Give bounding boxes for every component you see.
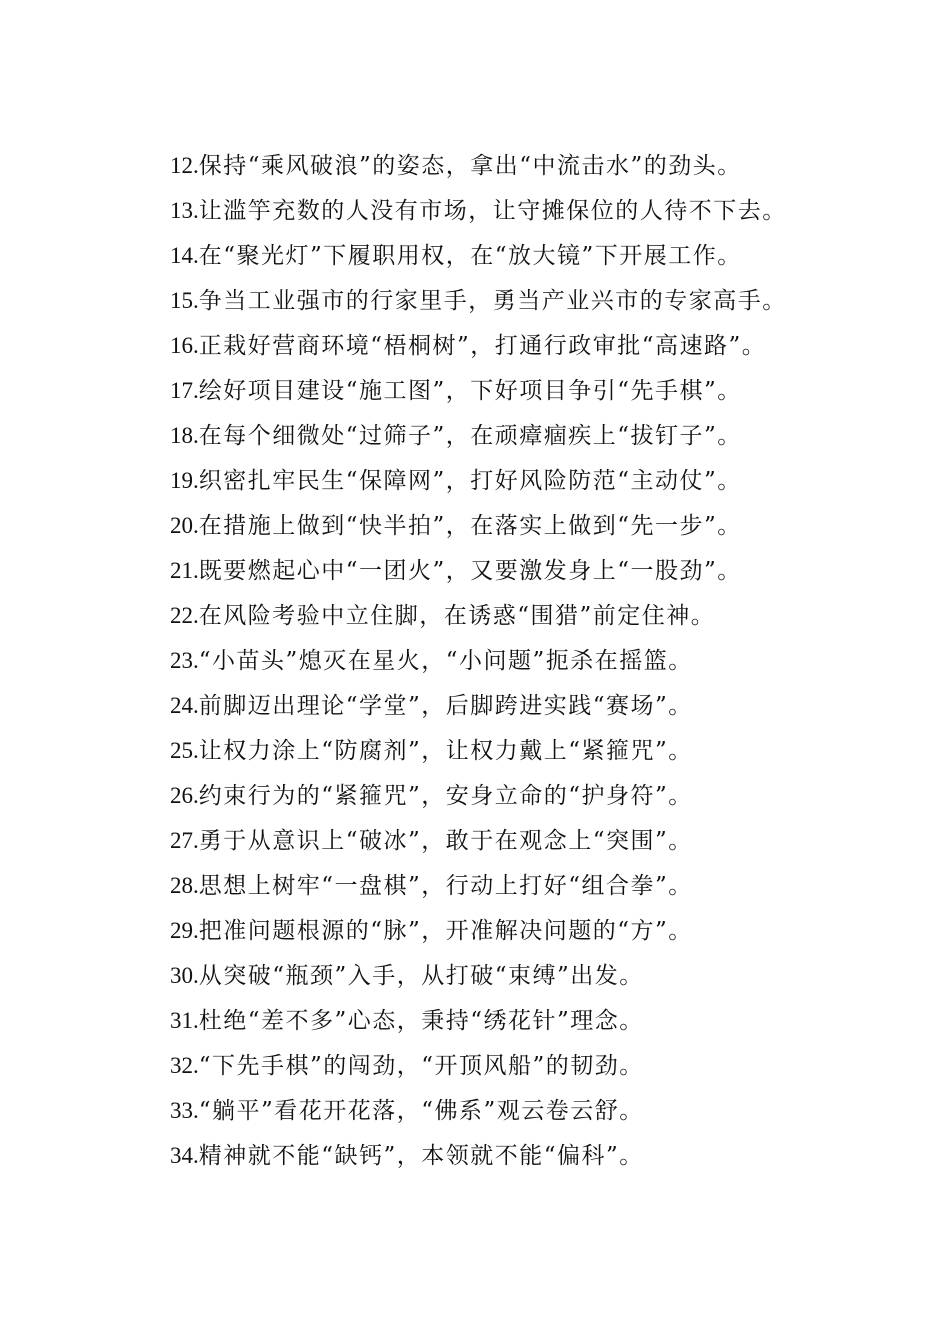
list-item <box>170 638 930 683</box>
item-number: 24. <box>170 693 199 718</box>
item-number: 16. <box>170 333 199 358</box>
item-text: 从突破“瓶颈”入手，从打破“束缚”出发。 <box>198 963 644 989</box>
item-number: 34. <box>170 1143 199 1168</box>
list-item <box>170 728 930 773</box>
list-item <box>170 1088 930 1133</box>
item-text: 让滥竽充数的人没有市场，让守摊保位的人待不下去。 <box>198 198 787 224</box>
item-number: 20. <box>170 513 199 538</box>
item-number: 13. <box>170 198 199 223</box>
list-item <box>170 1133 930 1178</box>
list-item <box>170 323 930 368</box>
list-item <box>170 1043 930 1088</box>
item-text: 在“聚光灯”下履职用权，在“放大镜”下开展工作。 <box>198 243 742 269</box>
item-text: 织密扎牢民生“保障网”，打好风险防范“主动仗”。 <box>198 468 742 494</box>
item-text: 在每个细微处“过筛子”，在顽瘴痼疾上“拔钉子”。 <box>198 423 742 449</box>
item-number: 26. <box>170 783 199 808</box>
item-text: 精神就不能“缺钙”，本领就不能“偏科”。 <box>198 1143 644 1169</box>
list-item <box>170 503 930 548</box>
list-item <box>170 413 930 458</box>
item-number: 23. <box>170 648 199 673</box>
item-number: 30. <box>170 963 199 988</box>
item-number: 21. <box>170 558 199 583</box>
item-text: 绘好项目建设“施工图”，下好项目争引“先手棋”。 <box>198 378 742 404</box>
list-item <box>170 953 930 998</box>
list-item <box>170 458 930 503</box>
item-number: 18. <box>170 423 199 448</box>
item-text: 在措施上做到“快半拍”，在落实上做到“先一步”。 <box>198 513 742 539</box>
item-text: 在风险考验中立住脚，在诱惑“围猎”前定住神。 <box>198 603 716 629</box>
item-number: 12. <box>170 153 199 178</box>
item-number: 17. <box>170 378 199 403</box>
item-number: 31. <box>170 1008 199 1033</box>
item-text: “躺平”看花开花落，“佛系”观云卷云舒。 <box>198 1098 644 1124</box>
item-text: 杜绝“差不多”心态，秉持“绣花针”理念。 <box>198 1008 644 1034</box>
list-item <box>170 908 930 953</box>
slogan-list <box>170 143 930 1178</box>
item-number: 15. <box>170 288 199 313</box>
item-number: 29. <box>170 918 199 943</box>
item-number: 32. <box>170 1053 199 1078</box>
item-number: 22. <box>170 603 199 628</box>
list-item <box>170 818 930 863</box>
list-item <box>170 368 930 413</box>
list-item <box>170 683 930 728</box>
list-item <box>170 998 930 1043</box>
item-text: 既要燃起心中“一团火”，又要激发身上“一股劲”。 <box>198 558 742 584</box>
list-item <box>170 278 930 323</box>
item-text: 勇于从意识上“破冰”，敢于在观念上“突围”。 <box>198 828 693 854</box>
item-number: 19. <box>170 468 199 493</box>
item-text: 约束行为的“紧箍咒”，安身立命的“护身符”。 <box>198 783 693 809</box>
list-item <box>170 233 930 278</box>
item-number: 28. <box>170 873 199 898</box>
list-item <box>170 188 930 233</box>
list-item <box>170 593 930 638</box>
item-number: 25. <box>170 738 199 763</box>
item-text: 思想上树牢“一盘棋”，行动上打好“组合拳”。 <box>198 873 693 899</box>
item-text: 前脚迈出理论“学堂”，后脚跨进实践“赛场”。 <box>198 693 693 719</box>
list-item <box>170 773 930 818</box>
item-number: 27. <box>170 828 199 853</box>
item-text: 正栽好营商环境“梧桐树”，打通行政审批“高速路”。 <box>198 333 767 359</box>
item-text: 争当工业强市的行家里手，勇当产业兴市的专家高手。 <box>198 288 787 314</box>
item-number: 33. <box>170 1098 199 1123</box>
item-text: 让权力涂上“防腐剂”，让权力戴上“紧箍咒”。 <box>198 738 693 764</box>
list-item <box>170 863 930 908</box>
item-text: “小苗头”熄灭在星火，“小问题”扼杀在摇篮。 <box>198 648 693 674</box>
item-text: 把准问题根源的“脉”，开准解决问题的“方”。 <box>198 918 693 944</box>
item-text: “下先手棋”的闯劲，“开顶风船”的韧劲。 <box>198 1053 644 1079</box>
list-item <box>170 548 930 593</box>
item-text: 保持“乘风破浪”的姿态，拿出“中流击水”的劲头。 <box>198 153 742 179</box>
item-number: 14. <box>170 243 199 268</box>
list-item <box>170 143 930 188</box>
